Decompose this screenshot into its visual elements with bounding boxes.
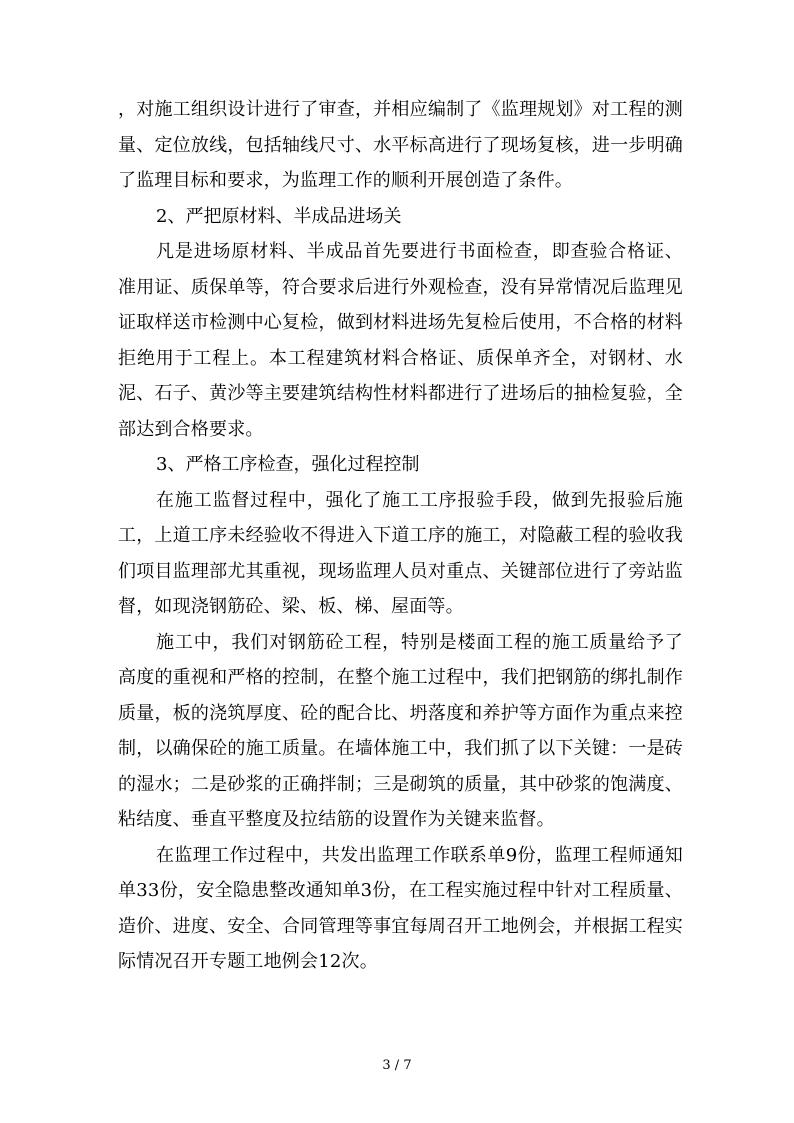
- paragraph-process-inspection: 在施工监督过程中，强化了施工工序报验手段，做到先报验后施工，上道工序未经验收不得进入下道工序的施工，对隐蔽工程的验收我们项目监理部尤其重视，现场监理人员对重点、关键部位进行了旁站监督，如现浇钢筋砼、梁、板、梯、屋面等。: [118, 489, 683, 617]
- paragraph-review-intro: ，对施工组织设计进行了审查，并相应编制了《监理规划》对工程的测量、定位放线，包括轴线尺寸、水平标高进行了现场复核，进一步明确了监理目标和要求，为监理工作的顺利开展创造了条件。: [118, 99, 683, 191]
- heading-materials-entry: 2、严把原材料、半成品进场关: [156, 205, 402, 227]
- paragraph-supervision-notices: 在监理工作过程中，共发出监理工作联系单9份，监理工程师通知单33份，安全隐患整改通知单3份，在工程实施过程中针对工程质量、造价、进度、安全、合同管理等事宜每周召开工地例会，并根据工程实际情况召开专题工地例会12次。: [118, 844, 683, 972]
- paragraph-concrete-quality: 施工中，我们对钢筋砼工程，特别是楼面工程的施工质量给予了高度的重视和严格的控制，在整个施工过程中，我们把钢筋的绑扎制作质量，板的浇筑厚度、砼的配合比、坍落度和养护等方面作为重点来控制，以确保砼的施工质量。在墙体施工中，我们抓了以下关键：一是砖的湿水；二是砂浆的正确拌制；三是砌筑的质量，其中砂浆的饱满度、粘结度、垂直平整度及拉结筋的设置作为关键来监督。: [118, 631, 683, 830]
- page-number: 3 / 7: [382, 1058, 412, 1073]
- paragraph-materials-inspection: 凡是进场原材料、半成品首先要进行书面检查，即查验合格证、准用证、质保单等，符合要求后进行外观检查，没有异常情况后监理见证取样送市检测中心复检，做到材料进场先复检后使用，不合格的材料拒绝用于工程上。本工程建筑材料合格证、质保单齐全，对钢材、水泥、石子、黄沙等主要建筑结构性材料都进行了进场后的抽检复验，全部达到合格要求。: [118, 241, 683, 440]
- document-body: [118, 92, 683, 980]
- heading-process-control: 3、严格工序检查，强化过程控制: [156, 454, 420, 475]
